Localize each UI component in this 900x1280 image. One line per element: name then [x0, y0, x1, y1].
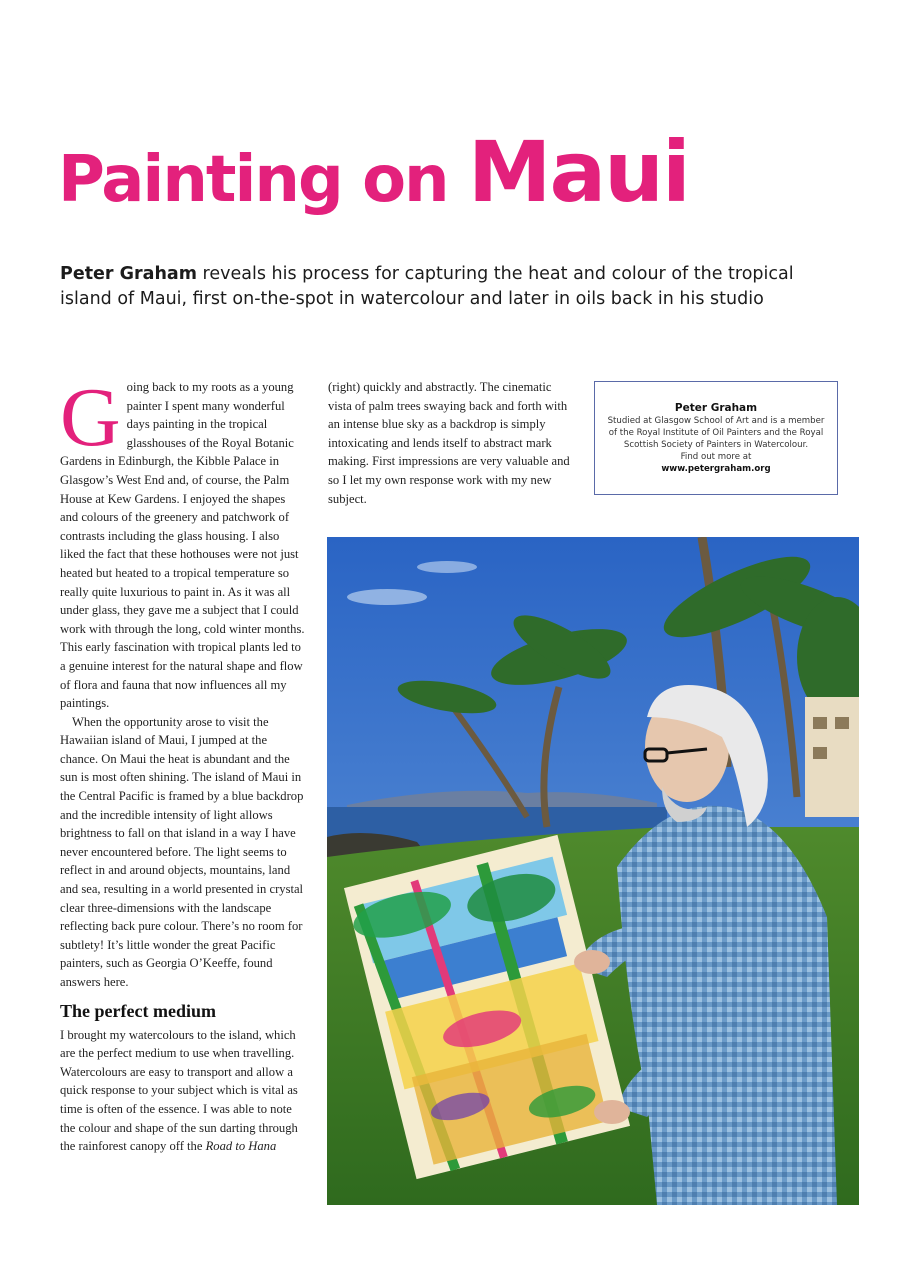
artist-photo	[327, 537, 859, 1205]
paragraph-2: When the opportunity arose to visit the Hawaiian island of Maui, I jumped at the chance. On Maui the heat is abundant and the sun is most often shining. The island of Maui in the Central Pacific is framed by a blue backdrop and the incredible intensity of light allows brightness to fall on that island in a way I have never encountered before. The light seems to reflect in and around objects, mountains, land and sea, resulting in a world presented in crystal clear three-dimensions with the landscape reflecting back pure colour. There’s no room for subtlety! It’s little wonder the great Pacific painters, such as Georgia O’Keeffe, found answers here.	[60, 714, 304, 989]
bio-name: Peter Graham	[674, 402, 758, 414]
subheading: The perfect medium	[60, 1000, 216, 1021]
article-title	[58, 123, 689, 221]
standfirst-author: Peter Graham	[60, 264, 197, 284]
photo-illustration	[327, 537, 859, 1205]
column-2-text: (right) quickly and abstractly. The cinematic vista of palm trees swaying back and forth with an intense blue sky as a backdrop is simply intoxicating and lends itself to abstract mark making. First impressions are very valuable and so I let my own response work with my new subject.	[328, 380, 570, 506]
standfirst-text: reveals his process for capturing the heat and colour of the tropical island of Maui, first on-the-spot in watercolour and later in oils back in his studio	[60, 264, 794, 309]
title-part-2: Maui	[467, 123, 689, 221]
bio-find-more: Find out more at	[680, 452, 752, 462]
article-column-2	[328, 378, 578, 508]
bio-box	[594, 381, 838, 495]
bio-text: Studied at Glasgow School of Art and is a member of the Royal Institute of Oil Painters and the Royal Scottish Society of Painters in Watercolour.	[607, 416, 825, 450]
title-part-1: Painting on	[58, 143, 468, 217]
paragraph-3-text: I brought my watercolours to the island, which are the perfect medium to use when travelling. Watercolours are easy to transport and allow a quick response to your subject which is vital as time is often of the essence. I was able to note the colour and shape of the sun darting through the rainforest canopy off the	[60, 1027, 298, 1154]
bio-website-link[interactable]: www.petergraham.org	[661, 464, 771, 474]
drop-cap: G	[60, 371, 121, 464]
paragraph-1	[60, 371, 305, 713]
paragraph-3	[60, 1026, 305, 1156]
article-column-1	[60, 371, 305, 1156]
standfirst	[60, 262, 850, 312]
paragraph-1-text: oing back to my roots as a young painter I spent many wonderful days painting in the tropical glasshouses of the Royal Botanic Gardens in Edinburgh, the Kibble Palace in Glasgow’s West End and, of course, the Palm House at Kew Gardens. I enjoyed the shapes and colours of the greenery and patchwork of contrasts including the glass housing. I also liked the fact that these hothouses were not just heated but heated to a tropical temperature so really quite luxurious to paint in. As it was all under glass, they gave me a subject that I could work with through the long, cold winter months. This early fascination with tropical plants led to a genuine interest for the natural shape and flow of flora and fauna that now influences all my paintings.	[60, 380, 305, 711]
paragraph-3-italic: Road to Hana	[205, 1139, 277, 1154]
